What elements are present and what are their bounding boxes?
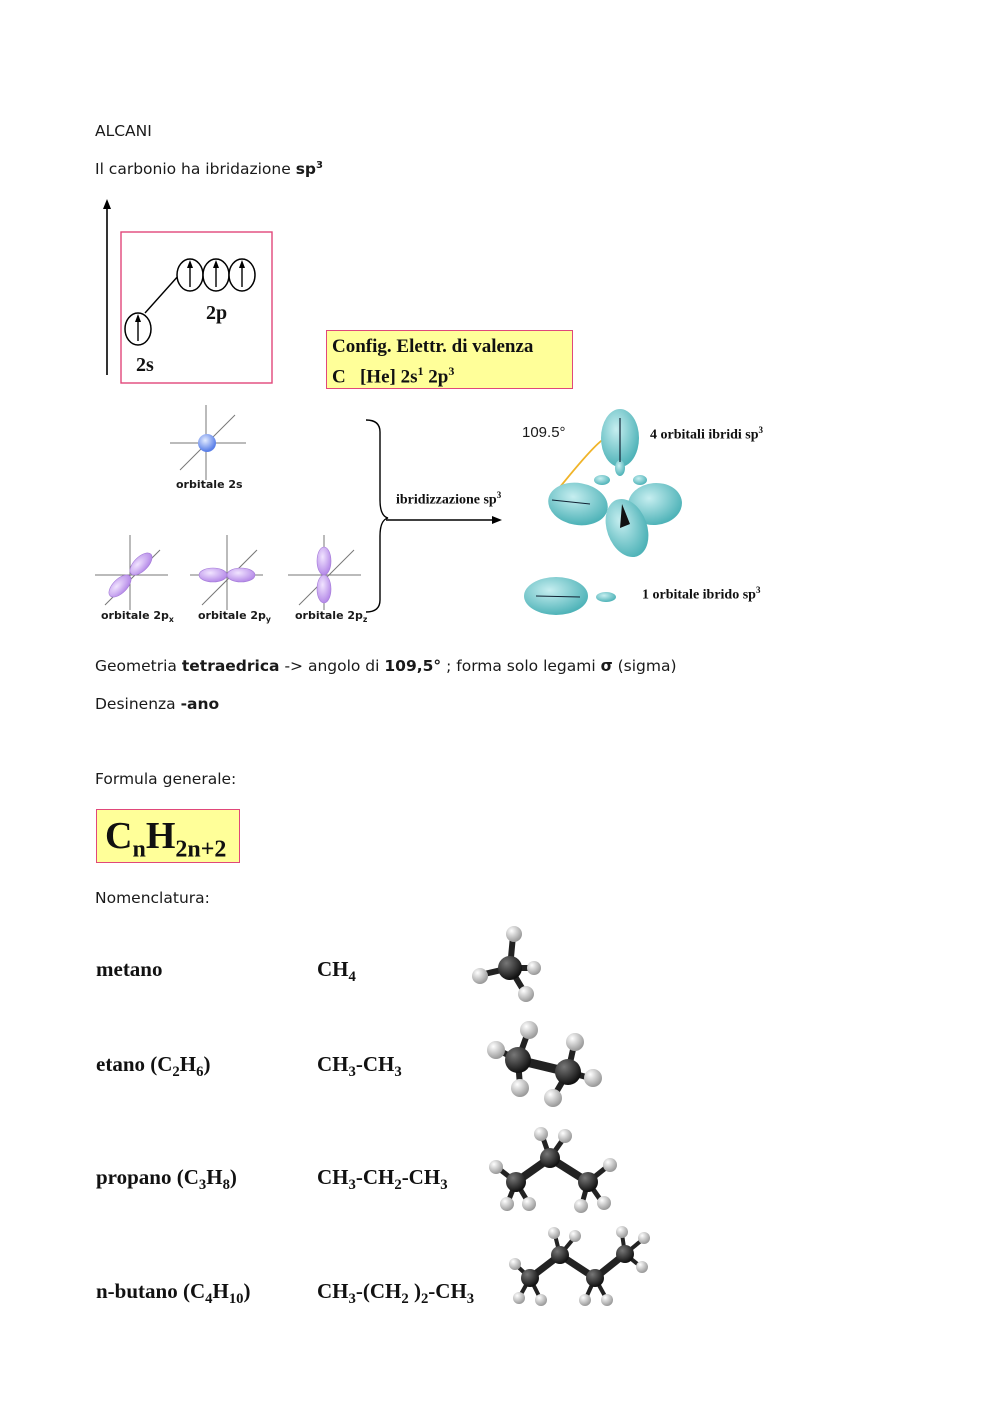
- label-orbitale-2s: orbitale 2s: [176, 478, 243, 491]
- orbital-2pz-drawing: [288, 535, 361, 610]
- alkane-formula-propano: $CH_3-CH_2-CH_3$: [317, 1165, 448, 1194]
- config-line-1: Config. Elettr. di valenza: [332, 336, 534, 357]
- ethane-model: [487, 1021, 602, 1107]
- orbital-2s-drawing: [170, 405, 246, 480]
- label-orbitale-2py: orbitale $2p_y$: [198, 609, 271, 625]
- label-four-hybrids: 4 orbitali ibridi $sp^3$: [650, 425, 764, 443]
- single-hybrid-orbital: [524, 577, 616, 615]
- orbital-2py-drawing: [190, 535, 263, 610]
- alkane-formula-metano: $CH_4$: [317, 957, 356, 986]
- formula-label: Formula generale:: [95, 770, 237, 788]
- label-2p: 2p: [206, 302, 228, 324]
- alkane-name-metano: metano: [96, 957, 163, 981]
- label-orbitale-2px: orbitale $2p_x$: [101, 609, 174, 625]
- label-orbitale-2pz: orbitale $2p_z$: [295, 609, 368, 625]
- molecule-models: [460, 920, 680, 1320]
- label-ibridizzazione: ibridizzazione $sp^3$: [396, 490, 502, 508]
- angle-label: 109.5°: [522, 424, 566, 441]
- hybridization-text: Il carbonio ha ibridazione: [95, 160, 296, 179]
- hybridization-sp: sp: [295, 160, 317, 179]
- arrow-right-icon: [492, 516, 502, 524]
- energy-arrow-icon: [103, 199, 111, 209]
- methane-model: [472, 926, 541, 1002]
- alkane-name-etano: etano $(C_2H_6)$: [96, 1052, 211, 1081]
- nomenclature-label: Nomenclatura:: [95, 889, 210, 907]
- config-box: [326, 330, 573, 389]
- alkane-formula-butano: $CH_3-(CH_2$ )$_2-CH_3$: [317, 1279, 475, 1308]
- butane-model: [509, 1226, 650, 1306]
- label-2s: 2s: [136, 354, 154, 376]
- ending-line: Desinenza -ano: [95, 695, 220, 713]
- propane-model: [489, 1127, 617, 1213]
- alkane-name-butano: n-butano $(C_4H_{10})$: [96, 1279, 251, 1308]
- config-line-2: C [He] $2s^1$ $2p^3$: [332, 364, 455, 388]
- hybridization-line: [95, 160, 323, 178]
- geometry-line: Geometria tetraedrica -> angolo di 109,5° ; forma solo legami σ (sigma): [95, 657, 677, 675]
- general-formula-box: $C_nH_{2n+2}$: [96, 809, 240, 863]
- page-title: ALCANI: [95, 122, 152, 140]
- alkane-formula-etano: $CH_3-CH_3$: [317, 1052, 402, 1081]
- hybridization-sup: 3: [316, 160, 323, 171]
- orbital-2px-drawing: [95, 535, 168, 610]
- alkane-name-propano: propano $(C_3H_8)$: [96, 1165, 237, 1194]
- label-one-hybrid: 1 orbitale ibrido $sp^3$: [642, 585, 761, 603]
- brace-icon: [366, 420, 388, 612]
